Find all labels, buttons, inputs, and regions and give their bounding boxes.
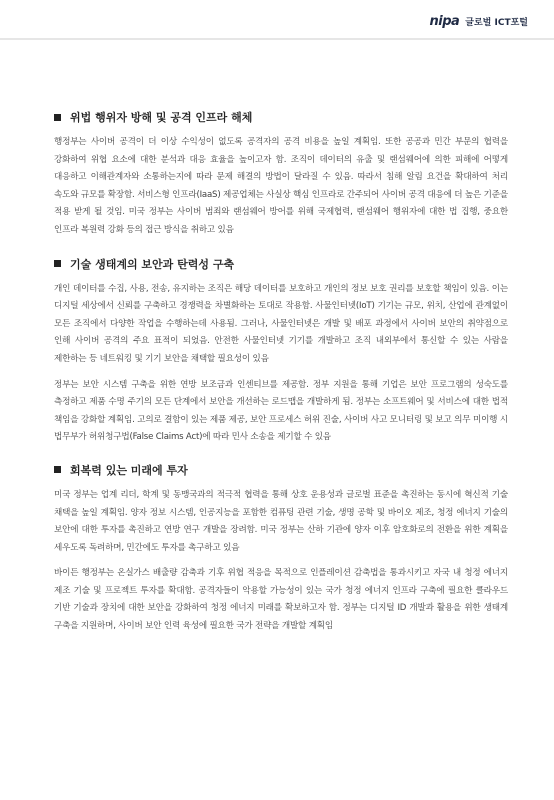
header-divider [0, 38, 554, 40]
page-header [430, 14, 529, 29]
section-heading-text: 위법 행위자 방해 및 공격 인프라 해체 [70, 111, 253, 124]
square-bullet-icon [54, 260, 61, 267]
section-resilient-future [54, 463, 508, 636]
document-body [54, 110, 508, 652]
paragraph: 행정부는 사이버 공격이 더 이상 수익성이 없도록 공격자의 공격 비용을 높일 계획임. 또한 공공과 민간 부문의 협력을 강화하여 위협 요소에 대한 분석과 대응 효율을 높이고자 함. 조직이 데이터의 유출 및 랜섬웨어에 의한 피해에 어떻게 대응하고 이해관계자와 소통하는지에 따라 문제 해결의 방법이 달라질 수 있음. 따라서 침해 알림 요건을 확대하여 처리 속도와 규모를 확장함. 서비스형 인프라(IaaS) 제공업체는 사실상 핵심 인프라로 간주되어 사이버 공격 대응에 더 높은 기준을 적용 받게 될 것임. 미국 정부는 사이버 범죄와 랜섬웨어 방어를 위해 국제협력, 랜섬웨어 행위자에 대한 법 집행, 중요한 인프라 복원력 강화 등의 접근 방식을 취하고 있음 [54, 137, 508, 235]
section-heading [54, 257, 508, 271]
section-heading [54, 110, 508, 124]
section-disrupt-threat-actors [54, 110, 508, 240]
square-bullet-icon [54, 466, 61, 473]
paragraph: 미국 정부는 업계 리더, 학계 및 동맹국과의 적극적 협력을 통해 상호 운용성과 글로벌 표준을 촉진하는 동시에 혁신적 기술 채택을 높일 계획임. 양자 정보 시스템, 인공지능을 포함한 컴퓨팅 관련 기술, 생명 공학 및 바이오 제조, 청정 에너지 기술의 보안에 대한 투자를 촉진하고 연방 연구 개발을 장려함. 미국 정부는 산하 기관에 양자 이후 암호화로의 전환을 위한 계획을 세우도록 독려하며, 민간에도 투자를 촉구하고 있음 [54, 489, 508, 553]
square-bullet-icon [54, 114, 61, 121]
paragraph: 바이든 행정부는 온실가스 배출량 감축과 기후 위협 적응을 목적으로 인플레이션 감축법을 통과시키고 자국 내 청정 에너지 제조 기술 및 프로젝트 투자를 확대함. 공격자들이 악용할 가능성이 있는 국가 청정 에너지 인프라 구축에 필요한 클라우드 기반 기술과 장치에 대한 보안을 강화하여 청정 에너지 미래를 확보하고자 함. 정부는 디지털 ID 개발과 활용을 위한 생태계 구축을 지원하며, 사이버 보안 인력 육성에 필요한 국가 전략을 개발할 계획임 [54, 568, 508, 632]
nipa-logo: nipa [429, 14, 460, 29]
section-heading-text: 기술 생태계의 보안과 탄력성 구축 [70, 257, 235, 271]
paragraph: 정부는 보안 시스템 구축을 위한 연방 보조금과 인센티브를 제공함. 정부 지원을 통해 기업은 보안 프로그램의 성숙도를 측정하고 제품 수명 주기의 모든 단계에서 보안을 개선하는 로드맵을 개발하게 됨. 정부는 소프트웨어 및 서비스에 대한 법적 책임을 강화할 계획임. 고의로 결함이 있는 제품 제공, 보안 프로세스 허위 진술, 사이버 사고 모니터링 및 보고 의무 미이행 시 법무부가 허위청구법(False Claims Act)에 따라 민사 소송을 제기할 수 있음 [54, 379, 508, 443]
section-heading [54, 463, 508, 477]
paragraph: 개인 데이터를 수집, 사용, 전송, 유지하는 조직은 해당 데이터를 보호하고 개인의 정보 보호 권리를 보호할 책임이 있음. 이는 디지털 세상에서 신뢰를 구축하고 경쟁력을 차별화하는 토대로 작용함. 사물인터넷(IoT) 기기는 규모, 위치, 산업에 관계없이 모든 조직에서 다양한 작업을 수행하는데 사용됨. 그러나, 사물인터넷은 개발 및 배포 과정에서 사이버 보안의 취약점으로 인해 사이버 공격의 주요 표적이 되었음. 안전한 사물인터넷 기기를 개발하고 조직 내외부에서 통신할 수 있는 사람을 제한하는 등 네트워킹 및 기기 보안을 채택할 필요성이 있음 [54, 283, 508, 364]
portal-name: 글로벌 ICT포털 [465, 18, 528, 28]
section-secure-tech-ecosystem [54, 257, 508, 447]
section-heading-text: 회복력 있는 미래에 투자 [70, 463, 188, 477]
